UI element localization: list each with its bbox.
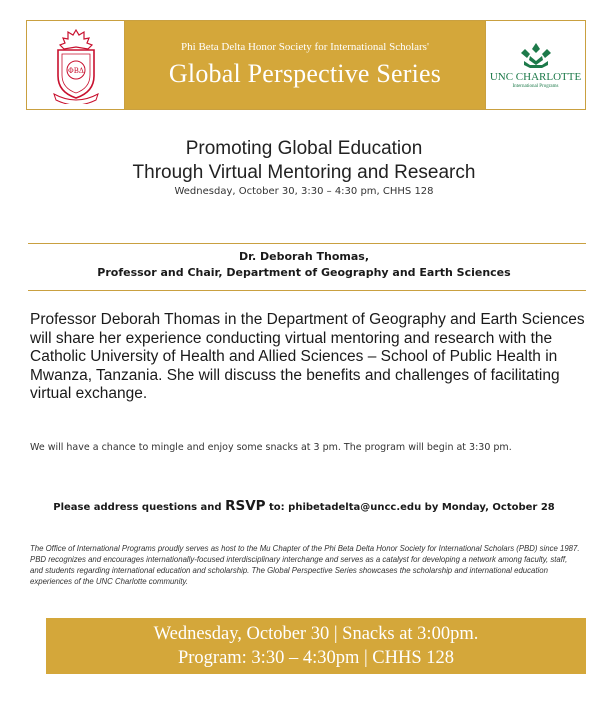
banner-subtitle: Phi Beta Delta Honor Society for International Scholars' [181, 41, 429, 53]
schedule-bar [46, 618, 586, 674]
rsvp-line [0, 498, 608, 514]
speaker-name: Dr. Deborah Thomas, [238, 250, 370, 263]
rsvp-prefix: Please address questions and [53, 502, 222, 513]
divider-top [28, 243, 586, 244]
unc-crown-icon [516, 41, 556, 69]
office-note: The Office of International Programs proudly serves as host to the Mu Chapter of the Phi Beta Delta Honor Society for International Scholars (PBD) since 1987. PBD recognizes and encourages internationally-focused interdisciplinary interchange and serves as a catalyst for developing a network among faculty, staff, and students regarding international education and scholarship. The Global Perspective Series showcases the scholarship and international education experiences of the UNC Charlotte community. [30, 544, 580, 586]
schedule-line-1: Wednesday, October 30 | Snacks at 3:00pm. [153, 624, 479, 644]
event-date-time: Wednesday, October 30, 3:30 – 4:30 pm, CHHS 128 [174, 186, 434, 197]
phi-beta-delta-logo [27, 21, 125, 109]
event-title-line-2: Through Virtual Mentoring and Research [132, 162, 476, 183]
unc-charlotte-logo [485, 21, 585, 109]
banner-title-block [125, 21, 485, 109]
banner-title: Global Perspective Series [168, 59, 442, 88]
event-description: Professor Deborah Thomas in the Department of Geography and Earth Sciences will share her experience conducting virtual mentoring and research with the Catholic University of Health and Allied Sciences – School of Public Health in Mwanza, Tanzania. She will discuss the benefits and challenges of facilitating virtual exchange. [30, 311, 585, 402]
schedule-line-2: Program: 3:30 – 4:30pm | CHHS 128 [177, 648, 455, 668]
header-banner [26, 20, 586, 110]
mingle-note: We will have a chance to mingle and enjoy some snacks at 3 pm. The program will begin at 3:30 pm. [30, 442, 512, 453]
speaker-role: Professor and Chair, Department of Geography and Earth Sciences [97, 266, 511, 279]
international-programs-label: International Programs [512, 84, 559, 89]
crest-letters: ΦΒΔ [67, 67, 84, 75]
rsvp-keyword: RSVP [225, 498, 266, 514]
divider-bottom [28, 290, 586, 291]
rsvp-contact: to: phibetadelta@uncc.edu by Monday, October 28 [269, 502, 555, 513]
event-title-line-1: Promoting Global Education [185, 138, 423, 159]
phi-beta-delta-crest-icon [48, 26, 104, 104]
unc-charlotte-name: UNC CHARLOTTE [489, 71, 582, 83]
